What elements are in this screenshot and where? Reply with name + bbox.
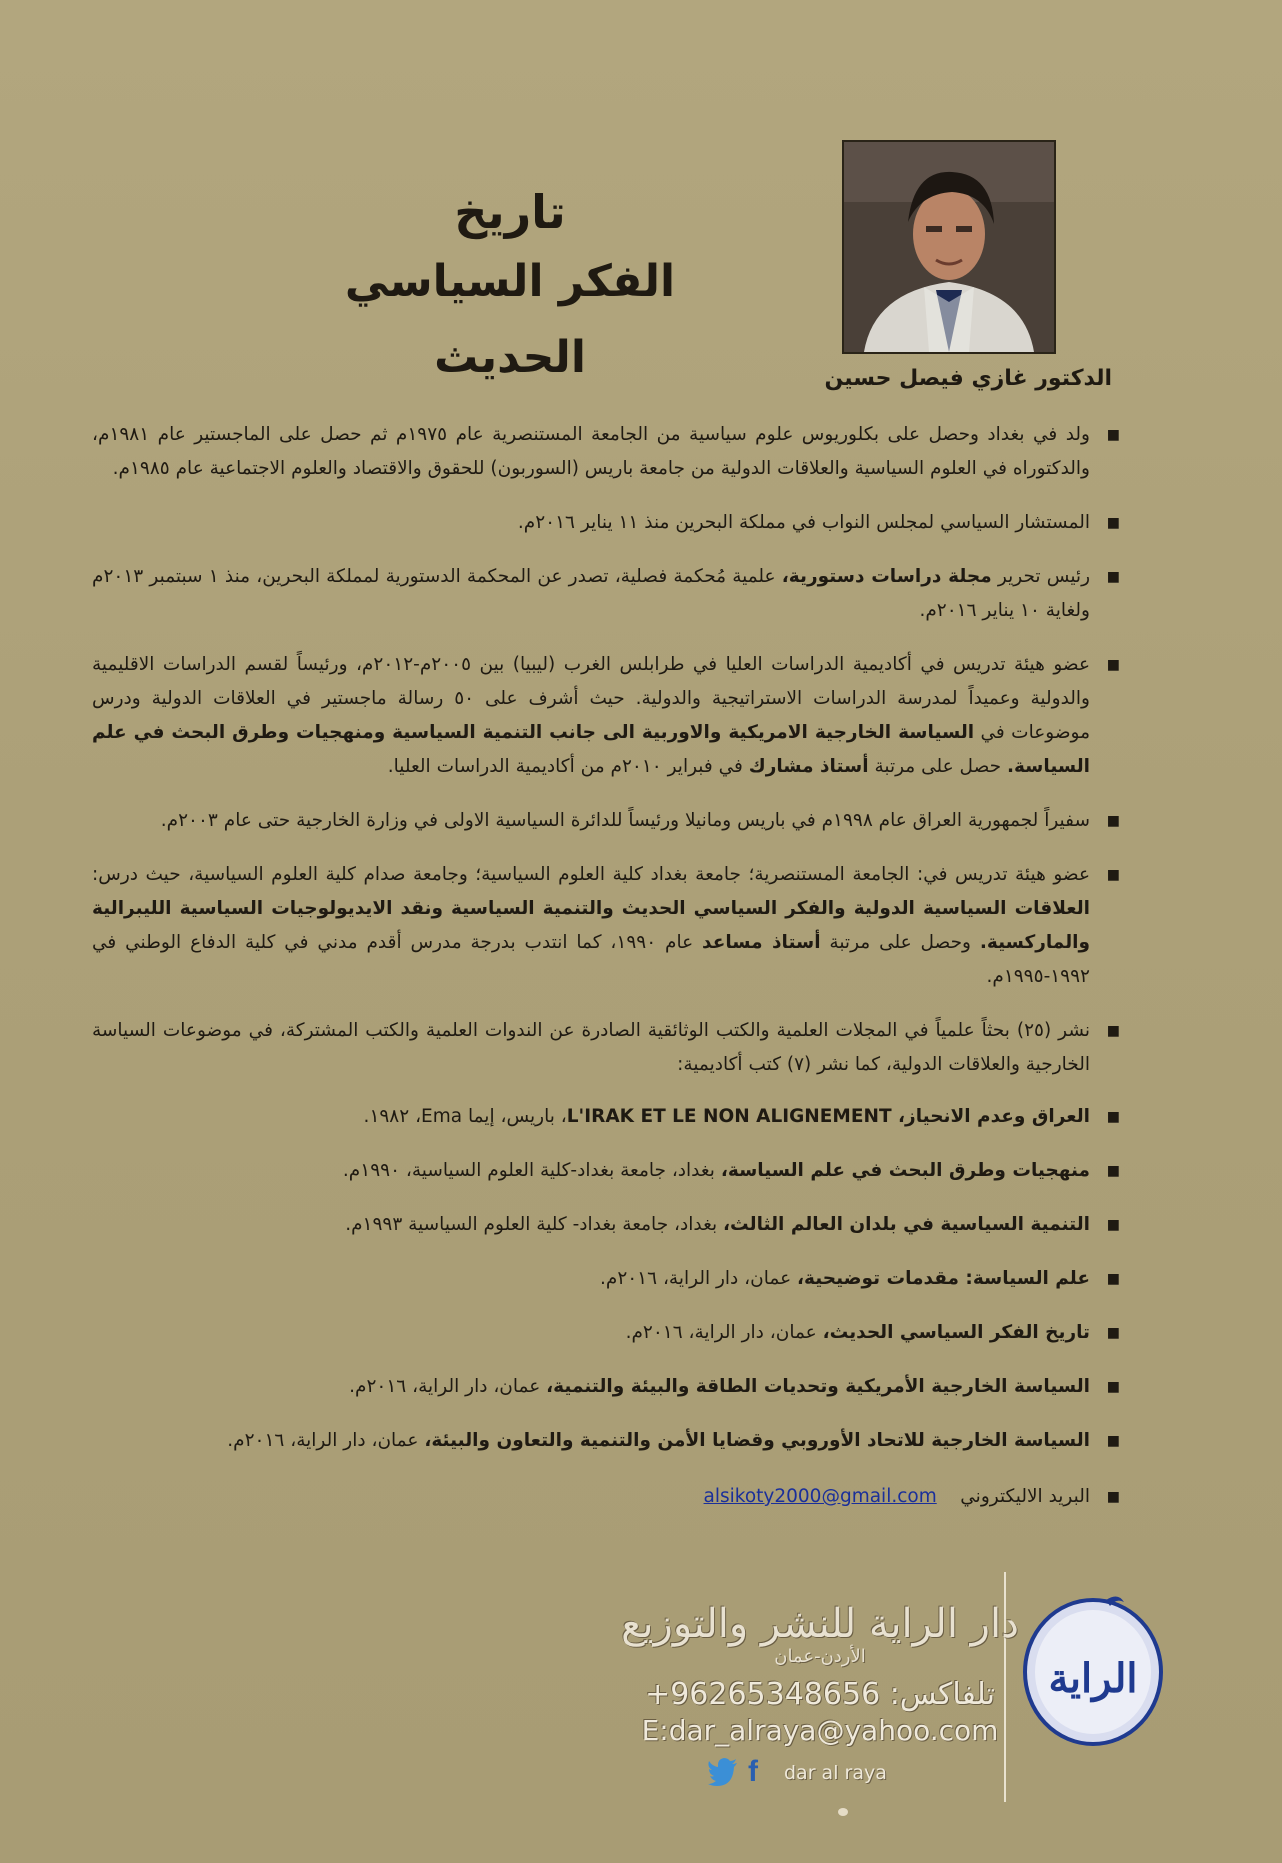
bullet-icon: ■ [1106, 867, 1120, 883]
email-row [92, 1480, 1120, 1514]
publisher-location: الأردن-عمان [774, 1646, 866, 1667]
bio-paragraph [92, 804, 1120, 838]
bullet-icon: ■ [1106, 569, 1120, 585]
book-item [92, 1156, 1120, 1186]
book-title [300, 180, 720, 396]
bold-text: علم السياسة: مقدمات توضيحية، [797, 1268, 1090, 1289]
text-run: بغداد، جامعة بغداد-كلية العلوم السياسية، ١٩٩٠م. [342, 1160, 721, 1181]
bullet-icon: ■ [1106, 1109, 1120, 1125]
publisher-name: دار الراية للنشر والتوزيع [621, 1601, 1019, 1647]
text-run: عضو هيئة تدريس في: الجامعة المستنصرية؛ جامعة بغداد كلية العلوم السياسية؛ وجامعة صدام كلية العلوم السياسية، حيث درس: [92, 864, 1090, 885]
bold-text: أستاذ مساعد [702, 932, 821, 953]
text-run: سفيراً لجمهورية العراق عام ١٩٩٨م في باريس ومانيلا ورئيساً للدائرة السياسية الاولى في وزارة الخارجية حتى عام ٢٠٠٣م. [160, 810, 1090, 831]
fax-number: +96265348656 [645, 1677, 881, 1712]
bullet-icon: ■ [1106, 1489, 1120, 1505]
bullet-icon: ■ [1106, 1325, 1120, 1341]
publisher-fax [620, 1677, 1020, 1712]
bold-text: العراق وعدم الانحياز، [891, 1106, 1090, 1127]
book-item [92, 1426, 1120, 1456]
author-biography [92, 418, 1120, 1534]
bio-paragraph [92, 858, 1120, 994]
book-item [92, 1264, 1120, 1294]
text-run: المستشار السياسي لمجلس النواب في مملكة البحرين منذ ١١ يناير ٢٠١٦م. [517, 512, 1090, 533]
text-run: ولد في بغداد وحصل على بكلوريوس علوم سياسية من الجامعة المستنصرية عام ١٩٧٥م ثم حصل على الماجستير عام ١٩٨١م، والدكتوراه في العلوم السياسية والعلاقات الدولية من جامعة باريس (السوربون) للحقوق والاقتصاد والعلوم الاجتماعية عام ١٩٨٥م. [92, 424, 1090, 479]
bullet-icon: ■ [1106, 1379, 1120, 1395]
text-run: بغداد، جامعة بغداد- كلية العلوم السياسية ١٩٩٣م. [345, 1214, 724, 1235]
bio-paragraph [92, 560, 1120, 628]
fax-label: تلفاكس: [889, 1677, 995, 1712]
bullet-icon: ■ [1106, 1163, 1120, 1179]
book-item [92, 1210, 1120, 1240]
bullet-icon: ■ [1106, 1217, 1120, 1233]
text-run: ، باريس، إيما Ema، ١٩٨٢. [363, 1106, 567, 1127]
bold-text: L'IRAK ET LE NON ALIGNEMENT [566, 1106, 892, 1127]
social-handle: dar al raya [784, 1762, 887, 1784]
bullet-icon: ■ [1106, 1271, 1120, 1287]
title-line-1: تاريخ [454, 185, 566, 239]
author-photo [842, 140, 1056, 354]
text-run: عمان، دار الراية، ٢٠١٦م. [625, 1322, 823, 1343]
decorative-dot [838, 1808, 848, 1816]
book-item [92, 1318, 1120, 1348]
bullet-icon: ■ [1106, 657, 1120, 673]
bio-paragraph [92, 1014, 1120, 1082]
bio-paragraph [92, 648, 1120, 784]
bold-text: العلاقات السياسية الدولية والفكر السياسي الحديث والتنمية السياسية ونقد الايديولوجيات السياسية الليبرالية والماركسية. [92, 898, 1090, 953]
text-run: نشر (٢٥) بحثاً علمياً في المجلات العلمية والكتب الوثائقية الصادرة عن الندوات العلمية والكتب المشتركة، في موضوعات السياسة الخارجية والعلاقات الدولية، كما نشر (٧) كتب أكاديمية: [92, 1020, 1090, 1075]
publisher-logo [1020, 1588, 1166, 1746]
title-line-2: الفكر السياسي الحديث [344, 256, 676, 383]
bold-text: السياسة الخارجية الأمريكية وتحديات الطاقة والبيئة والتنمية، [546, 1376, 1090, 1397]
text-run: في فبراير ٢٠١٠م من أكاديمية الدراسات العليا. [387, 756, 749, 777]
email-label: البريد الاليكتروني [960, 1486, 1090, 1507]
bio-paragraph [92, 418, 1120, 486]
author-name: الدكتور غازي فيصل حسين [824, 366, 1112, 391]
facebook-icon[interactable]: f [748, 1755, 758, 1788]
text-run: عضو هيئة تدريس في أكاديمية الدراسات العليا في طرابلس الغرب (ليبيا) بين ٢٠٠٥م-٢٠١٢م، ورئيساً لقسم الدراسات الاقليمية والدولية وعميداً لمدرسة الدراسات الاستراتيجية والدولية. حيث أشرف على ٥٠ رسالة ماجستير في العلاقات الدولية ودرس موضوعات في [92, 654, 1090, 743]
bold-text: أستاذ مشارك [748, 756, 869, 777]
bullet-icon: ■ [1106, 813, 1120, 829]
text-run: حصل على مرتبة [868, 756, 1007, 777]
bold-text: السياسة الخارجية الامريكية والاوربية الى جانب التنمية السياسية ومنهجيات وطرق البحث في علم السياسة. [92, 722, 1090, 777]
author-portrait-icon [844, 142, 1054, 352]
books-list [92, 1102, 1120, 1456]
text-run: عمان، دار الراية، ٢٠١٦م. [349, 1376, 547, 1397]
text-run: عام ١٩٩٠، كما انتدب بدرجة مدرس أقدم مدني في كلية الدفاع الوطني في ١٩٩٢-١٩٩٥م. [92, 932, 1090, 987]
bio-paragraph [92, 506, 1120, 540]
bio-paragraphs [92, 418, 1120, 1082]
book-item [92, 1102, 1120, 1132]
bold-text: مجلة دراسات دستورية، [781, 566, 992, 587]
bullet-icon: ■ [1106, 1433, 1120, 1449]
bold-text: التنمية السياسية في بلدان العالم الثالث، [723, 1214, 1090, 1235]
social-links [708, 1756, 908, 1796]
book-item [92, 1372, 1120, 1402]
text-run: علمية مُحكمة فصلية، تصدر عن المحكمة الدستورية لمملكة البحرين، منذ ١ سبتمبر ٢٠١٣م ولغاية ١٠ يناير ٢٠١٦م. [92, 566, 1090, 621]
bullet-icon: ■ [1106, 515, 1120, 531]
text-run: عمان، دار الراية، ٢٠١٦م. [599, 1268, 797, 1289]
bullet-icon: ■ [1106, 427, 1120, 443]
text-run: رئيس تحرير [991, 566, 1091, 587]
bold-text: تاريخ الفكر السياسي الحديث، [822, 1322, 1090, 1343]
email-link[interactable]: alsikoty2000@gmail.com [703, 1486, 937, 1507]
text-run: عمان، دار الراية، ٢٠١٦م. [227, 1430, 425, 1451]
logo-text: الراية [1048, 1655, 1138, 1702]
publisher-email: E:dar_alraya@yahoo.com [641, 1714, 999, 1747]
bold-text: منهجيات وطرق البحث في علم السياسة، [720, 1160, 1090, 1181]
text-run: وحصل على مرتبة [820, 932, 980, 953]
bold-text: السياسة الخارجية للاتحاد الأوروبي وقضايا الأمن والتنمية والتعاون والبيئة، [424, 1430, 1090, 1451]
twitter-icon[interactable] [708, 1758, 738, 1786]
bullet-icon: ■ [1106, 1023, 1120, 1039]
